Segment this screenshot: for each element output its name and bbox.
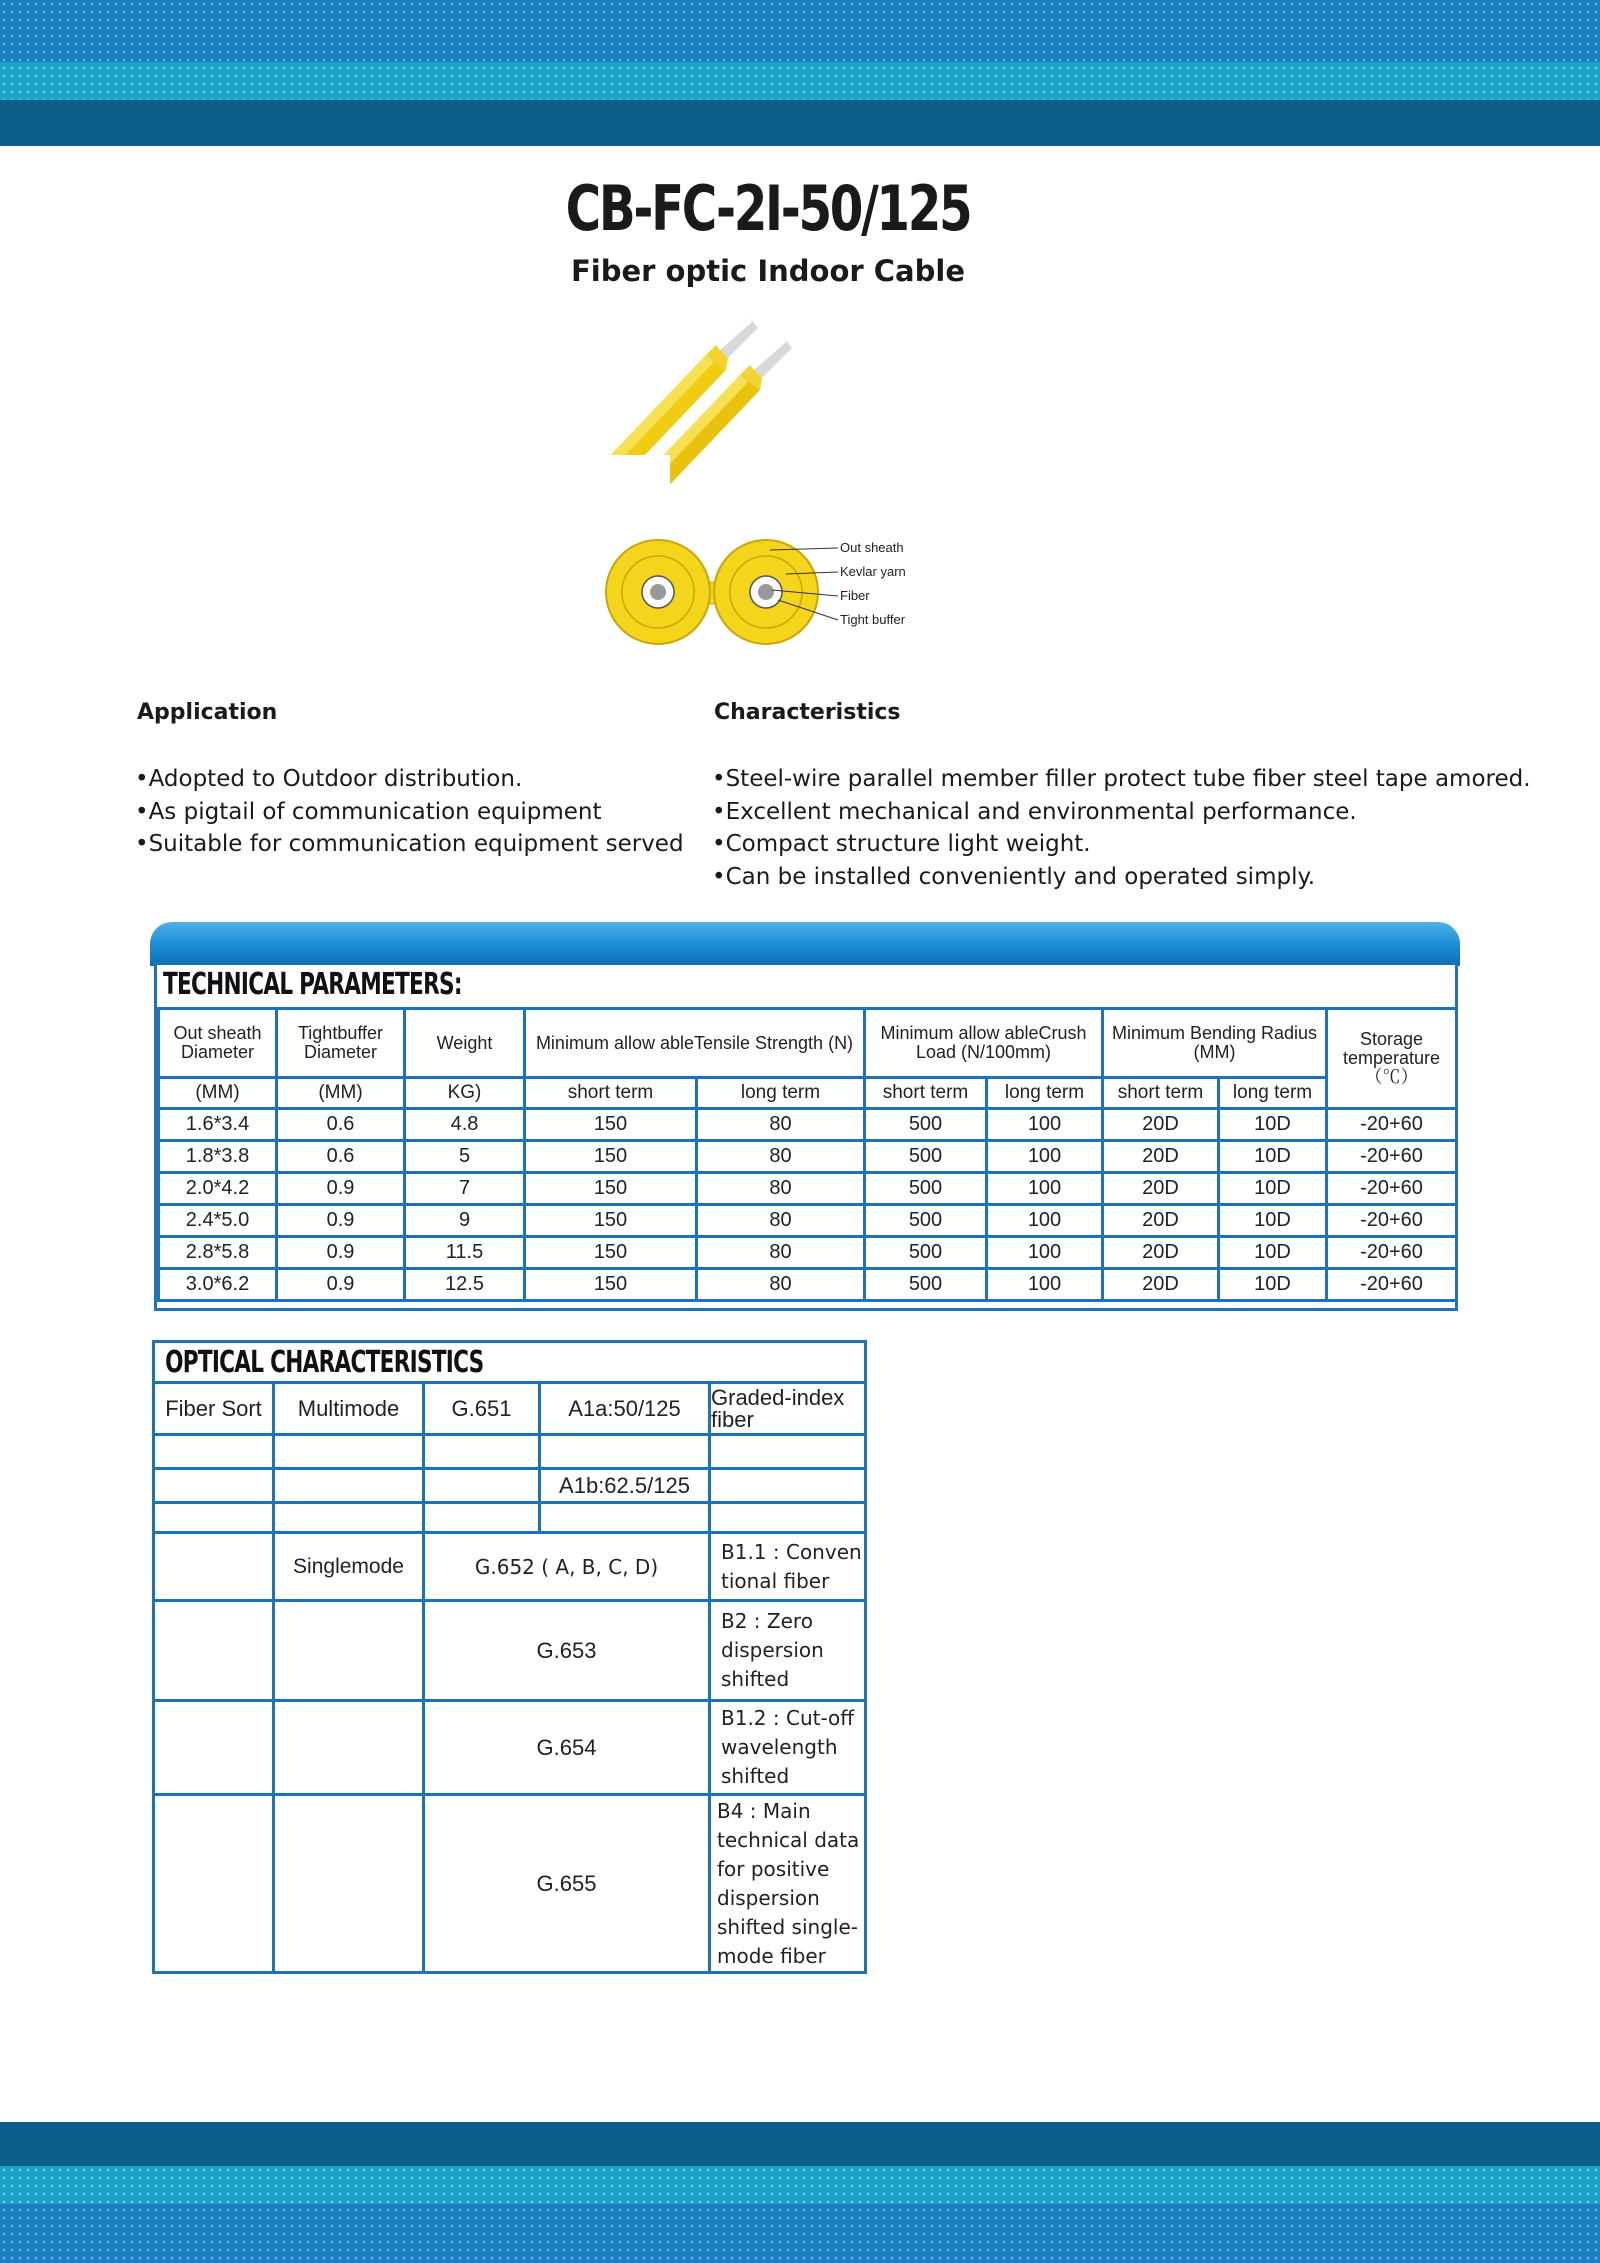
- header-tensile: Minimum allow ableTensile Strength (N): [525, 1009, 865, 1078]
- g654-cell: G.654: [424, 1701, 710, 1795]
- table-cell: 500: [865, 1141, 987, 1173]
- unit-cell: (MM): [277, 1078, 405, 1109]
- table-row: [159, 1141, 1457, 1173]
- header-bending: Minimum Bending Radius (MM): [1103, 1009, 1327, 1078]
- a1b-cell: A1b:62.5/125: [540, 1469, 710, 1503]
- table-cell: 20D: [1103, 1269, 1219, 1301]
- unit-cell: short term: [865, 1078, 987, 1109]
- table-cell: 80: [697, 1109, 865, 1141]
- singlemode-cell: Singlemode: [274, 1533, 424, 1601]
- table-cell: 500: [865, 1269, 987, 1301]
- table-cell: 80: [697, 1237, 865, 1269]
- table-cell: 150: [525, 1141, 697, 1173]
- unit-cell: (MM): [159, 1078, 277, 1109]
- table-cell: 1.8*3.8: [159, 1141, 277, 1173]
- application-item: • As pigtail of communication equipment: [135, 796, 695, 829]
- technical-table: [157, 1007, 1458, 1302]
- application-item: • Adopted to Outdoor distribution.: [135, 763, 695, 796]
- label-tight-buffer: Tight buffer: [840, 612, 906, 627]
- table-cell: 0.9: [277, 1205, 405, 1237]
- table-cell: 150: [525, 1237, 697, 1269]
- table-cell: 11.5: [405, 1237, 525, 1269]
- table-cell: 2.4*5.0: [159, 1205, 277, 1237]
- table-cell: 150: [525, 1269, 697, 1301]
- table-cell: 10D: [1219, 1173, 1327, 1205]
- g651-cell: G.651: [424, 1383, 540, 1435]
- unit-cell: long term: [1219, 1078, 1327, 1109]
- header-weight: Weight: [405, 1009, 525, 1078]
- unit-cell: KG): [405, 1078, 525, 1109]
- b12-cell: B1.2 : Cut-off wavelength shifted: [710, 1701, 866, 1795]
- table-cell: 20D: [1103, 1109, 1219, 1141]
- optical-characteristics-section: [152, 1340, 864, 1974]
- top-decorative-band: [0, 0, 1600, 146]
- multimode-cell: Multimode: [274, 1383, 424, 1435]
- g653-cell: G.653: [424, 1601, 710, 1701]
- unit-cell: short term: [525, 1078, 697, 1109]
- table-cell: 0.9: [277, 1269, 405, 1301]
- table-cell: -20+60: [1327, 1205, 1457, 1237]
- b2-cell: B2 : Zero dispersion shifted: [710, 1601, 866, 1701]
- a1a-cell: A1a:50/125: [540, 1383, 710, 1435]
- table-cell: 100: [987, 1141, 1103, 1173]
- table-cell: 20D: [1103, 1205, 1219, 1237]
- b11-cell: B1.1 : Conven tional fiber: [710, 1533, 866, 1601]
- characteristics-heading: Characteristics: [714, 700, 901, 725]
- table-cell: -20+60: [1327, 1269, 1457, 1301]
- table-cell: 20D: [1103, 1141, 1219, 1173]
- table-row: [159, 1237, 1457, 1269]
- table-cell: 500: [865, 1173, 987, 1205]
- g655-cell: G.655: [424, 1795, 710, 1973]
- characteristics-item: • Compact structure light weight.: [712, 828, 1572, 861]
- application-heading: Application: [137, 700, 278, 725]
- table-cell: -20+60: [1327, 1141, 1457, 1173]
- bottom-decorative-band: [0, 2122, 1600, 2263]
- table-cell: 12.5: [405, 1269, 525, 1301]
- table-cell: 0.6: [277, 1141, 405, 1173]
- table-cell: -20+60: [1327, 1109, 1457, 1141]
- table-cell: 500: [865, 1237, 987, 1269]
- characteristics-item: • Can be installed conveniently and operated simply.: [712, 861, 1572, 894]
- table-cell: 10D: [1219, 1237, 1327, 1269]
- header-crush: Minimum allow ableCrush Load (N/100mm): [865, 1009, 1103, 1078]
- technical-box: [154, 962, 1458, 1311]
- table-cell: 7: [405, 1173, 525, 1205]
- table-cell: 100: [987, 1173, 1103, 1205]
- table-cell: 9: [405, 1205, 525, 1237]
- table-cell: 20D: [1103, 1237, 1219, 1269]
- table-cell: 3.0*6.2: [159, 1269, 277, 1301]
- label-fiber: Fiber: [840, 588, 870, 603]
- table-cell: 1.6*3.4: [159, 1109, 277, 1141]
- characteristics-list: [712, 763, 1572, 893]
- characteristics-item: • Steel-wire parallel member filler protect tube fiber steel tape amored.: [712, 763, 1572, 796]
- table-cell: 5: [405, 1141, 525, 1173]
- table-cell: 150: [525, 1173, 697, 1205]
- table-cell: 10D: [1219, 1205, 1327, 1237]
- table-cell: 10D: [1219, 1141, 1327, 1173]
- table-cell: 0.9: [277, 1173, 405, 1205]
- header-out-sheath: Out sheath Diameter: [159, 1009, 277, 1078]
- table-cell: 0.6: [277, 1109, 405, 1141]
- technical-title: TECHNICAL PARAMETERS:: [163, 967, 462, 1002]
- g652-cell: G.652 ( A, B, C, D): [424, 1533, 710, 1601]
- graded-index-cell: Graded-index fiber: [710, 1383, 866, 1435]
- table-row: [159, 1173, 1457, 1205]
- optical-title-cell: [154, 1342, 866, 1383]
- table-cell: 2.0*4.2: [159, 1173, 277, 1205]
- table-cell: 0.9: [277, 1237, 405, 1269]
- cable-illustration: [600, 310, 930, 650]
- page-title: CB-FC-2I-50/125: [565, 172, 971, 245]
- characteristics-item: • Excellent mechanical and environmental performance.: [712, 796, 1572, 829]
- technical-header-bar: [150, 922, 1460, 966]
- table-row: [159, 1205, 1457, 1237]
- table-cell: 150: [525, 1109, 697, 1141]
- table-cell: 10D: [1219, 1109, 1327, 1141]
- table-row: [159, 1109, 1457, 1141]
- table-cell: 80: [697, 1141, 865, 1173]
- table-cell: 500: [865, 1205, 987, 1237]
- optical-title: OPTICAL CHARACTERISTICS: [165, 1344, 484, 1380]
- unit-cell: long term: [987, 1078, 1103, 1109]
- cable-cross-section: [606, 540, 906, 644]
- table-cell: 100: [987, 1269, 1103, 1301]
- cable-side-view: [600, 318, 792, 510]
- page-subtitle: Fiber optic Indoor Cable: [570, 254, 965, 288]
- table-cell: 10D: [1219, 1269, 1327, 1301]
- table-cell: -20+60: [1327, 1237, 1457, 1269]
- table-cell: 80: [697, 1269, 865, 1301]
- table-cell: 100: [987, 1205, 1103, 1237]
- table-cell: 500: [865, 1109, 987, 1141]
- table-cell: 20D: [1103, 1173, 1219, 1205]
- application-item: • Suitable for communication equipment served: [135, 828, 695, 861]
- table-cell: 2.8*5.8: [159, 1237, 277, 1269]
- unit-cell: long term: [697, 1078, 865, 1109]
- table-row: [159, 1269, 1457, 1301]
- unit-cell: short term: [1103, 1078, 1219, 1109]
- application-list: [135, 763, 695, 861]
- table-cell: 100: [987, 1237, 1103, 1269]
- technical-parameters-section: [150, 922, 1460, 1307]
- table-cell: 150: [525, 1205, 697, 1237]
- table-cell: -20+60: [1327, 1173, 1457, 1205]
- optical-table: [152, 1340, 867, 1974]
- label-kevlar-yarn: Kevlar yarn: [840, 564, 906, 579]
- fiber-sort-cell: Fiber Sort: [154, 1383, 274, 1435]
- header-tight-buffer: Tightbuffer Diameter: [277, 1009, 405, 1078]
- header-storage: Storage temperature （℃）: [1327, 1009, 1457, 1109]
- b4-cell: B4 : Main technical data for positive dispersion shifted single-mode fiber: [710, 1795, 866, 1973]
- label-out-sheath: Out sheath: [840, 540, 904, 555]
- table-cell: 80: [697, 1173, 865, 1205]
- table-cell: 80: [697, 1205, 865, 1237]
- table-cell: 100: [987, 1109, 1103, 1141]
- table-cell: 4.8: [405, 1109, 525, 1141]
